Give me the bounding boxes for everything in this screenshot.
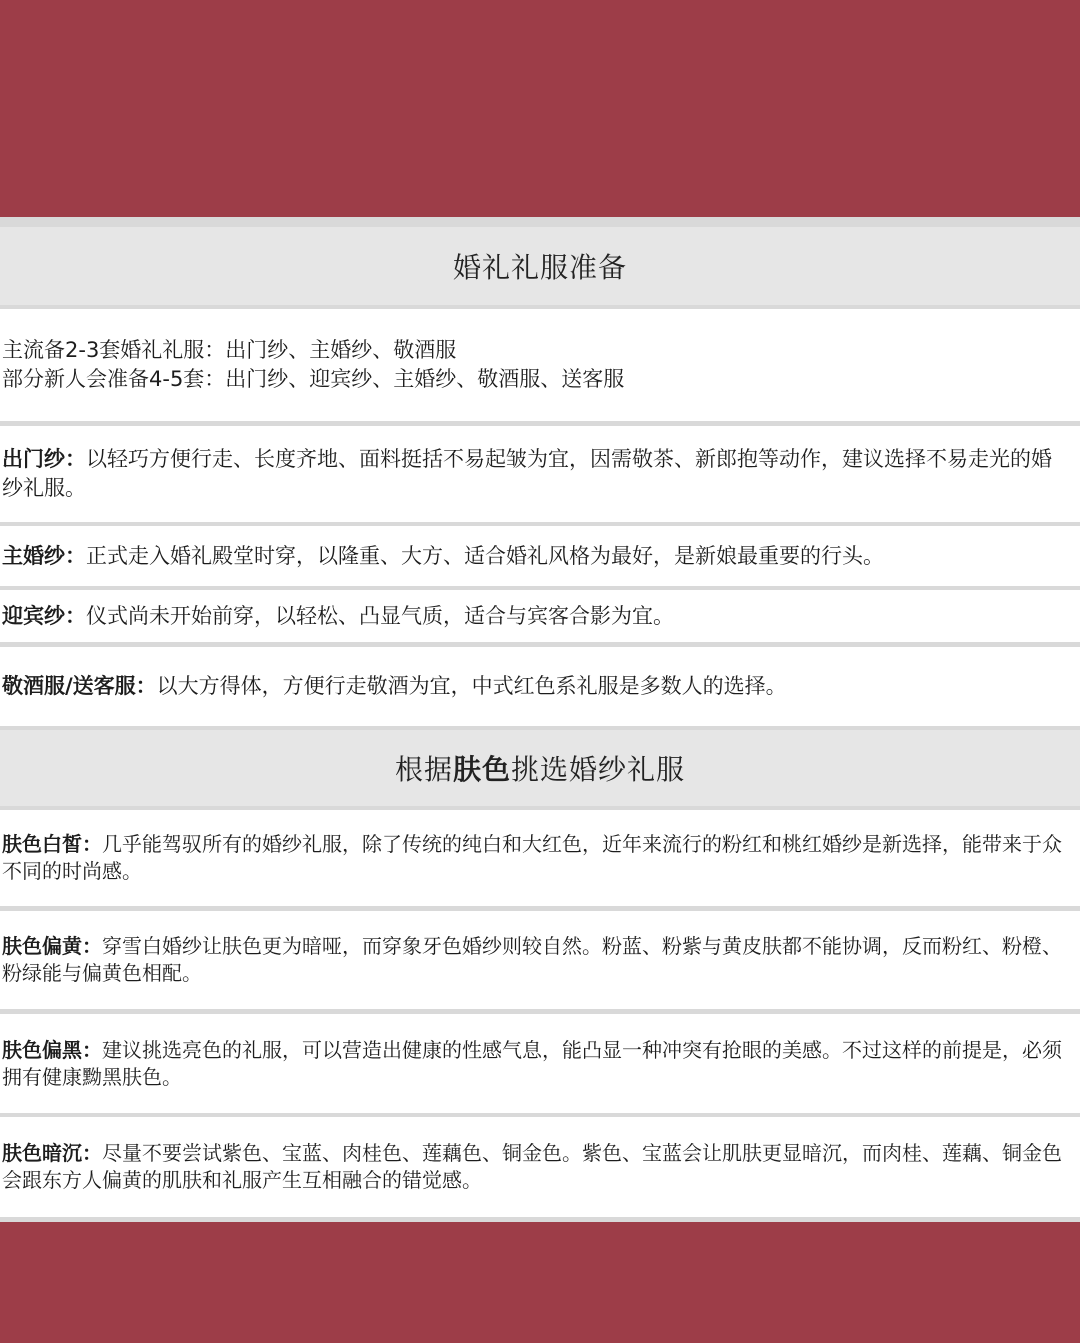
skin-tone-row bbox=[0, 810, 1080, 906]
wedding-dress-guide-sheet bbox=[0, 217, 1080, 1222]
bottom-color-band bbox=[0, 1222, 1080, 1343]
item-desc: 尽量不要尝试紫色、宝蓝、肉桂色、莲藕色、铜金色。紫色、宝蓝会让肌肤更显暗沉，而肉桂、莲藕、铜金色会跟东方人偏黄的肌肤和礼服产生互相融合的错觉感。 bbox=[2, 1141, 1062, 1192]
item-desc: 建议挑选亮色的礼服，可以营造出健康的性感气息，能凸显一种冲突有抢眼的美感。不过这样的前提是，必须拥有健康黝黑肤色。 bbox=[2, 1037, 1062, 1089]
dress-item-row bbox=[0, 426, 1080, 522]
dress-item-row bbox=[0, 526, 1080, 586]
item-desc: 以大方得体，方便行走敬酒为宜，中式红色系礼服是多数人的选择。 bbox=[156, 674, 787, 698]
intro-line: 主流备2-3套婚礼礼服：出门纱、主婚纱、敬酒服 bbox=[2, 338, 457, 362]
section-title: 婚礼礼服准备 bbox=[452, 251, 627, 284]
item-term: 出门纱： bbox=[2, 447, 86, 471]
item-desc: 以轻巧方便行走、长度齐地、面料挺括不易起皱为宜，因需敬茶、新郎抱等动作，建议选择不易走光的婚纱礼服。 bbox=[2, 447, 1052, 500]
item-term: 肤色偏黄： bbox=[2, 934, 102, 958]
skin-tone-row bbox=[0, 1117, 1080, 1217]
section-header-dress-prep bbox=[0, 227, 1080, 305]
item-term: 肤色偏黑： bbox=[2, 1037, 102, 1062]
skin-tone-row bbox=[0, 1014, 1080, 1113]
item-term: 敬酒服/送客服： bbox=[2, 674, 157, 698]
section-header-skin-tone bbox=[0, 730, 1080, 806]
item-term: 肤色白皙： bbox=[2, 832, 102, 856]
item-term: 迎宾纱： bbox=[2, 603, 86, 628]
intro-row bbox=[0, 309, 1080, 421]
item-desc: 穿雪白婚纱让肤色更为暗哑，而穿象牙色婚纱则较自然。粉蓝、粉紫与黄皮肤都不能协调，反而粉红、粉橙、粉绿能与偏黄色相配。 bbox=[2, 934, 1062, 985]
dress-item-row bbox=[0, 590, 1080, 642]
skin-tone-row bbox=[0, 911, 1080, 1009]
section-title: 根据肤色挑选婚纱礼服 bbox=[394, 753, 686, 786]
top-color-band bbox=[0, 0, 1080, 217]
item-desc: 几乎能驾驭所有的婚纱礼服，除了传统的纯白和大红色，近年来流行的粉红和桃红婚纱是新选择，能带来于众不同的时尚感。 bbox=[2, 832, 1062, 883]
dress-item-row bbox=[0, 647, 1080, 726]
item-desc: 仪式尚未开始前穿，以轻松、凸显气质，适合与宾客合影为宜。 bbox=[86, 603, 674, 628]
item-desc: 正式走入婚礼殿堂时穿，以隆重、大方、适合婚礼风格为最好，是新娘最重要的行头。 bbox=[86, 543, 884, 568]
item-term: 肤色暗沉： bbox=[2, 1141, 102, 1165]
intro-line: 部分新人会准备4-5套：出门纱、迎宾纱、主婚纱、敬酒服、送客服 bbox=[2, 367, 625, 391]
item-term: 主婚纱： bbox=[2, 543, 86, 568]
